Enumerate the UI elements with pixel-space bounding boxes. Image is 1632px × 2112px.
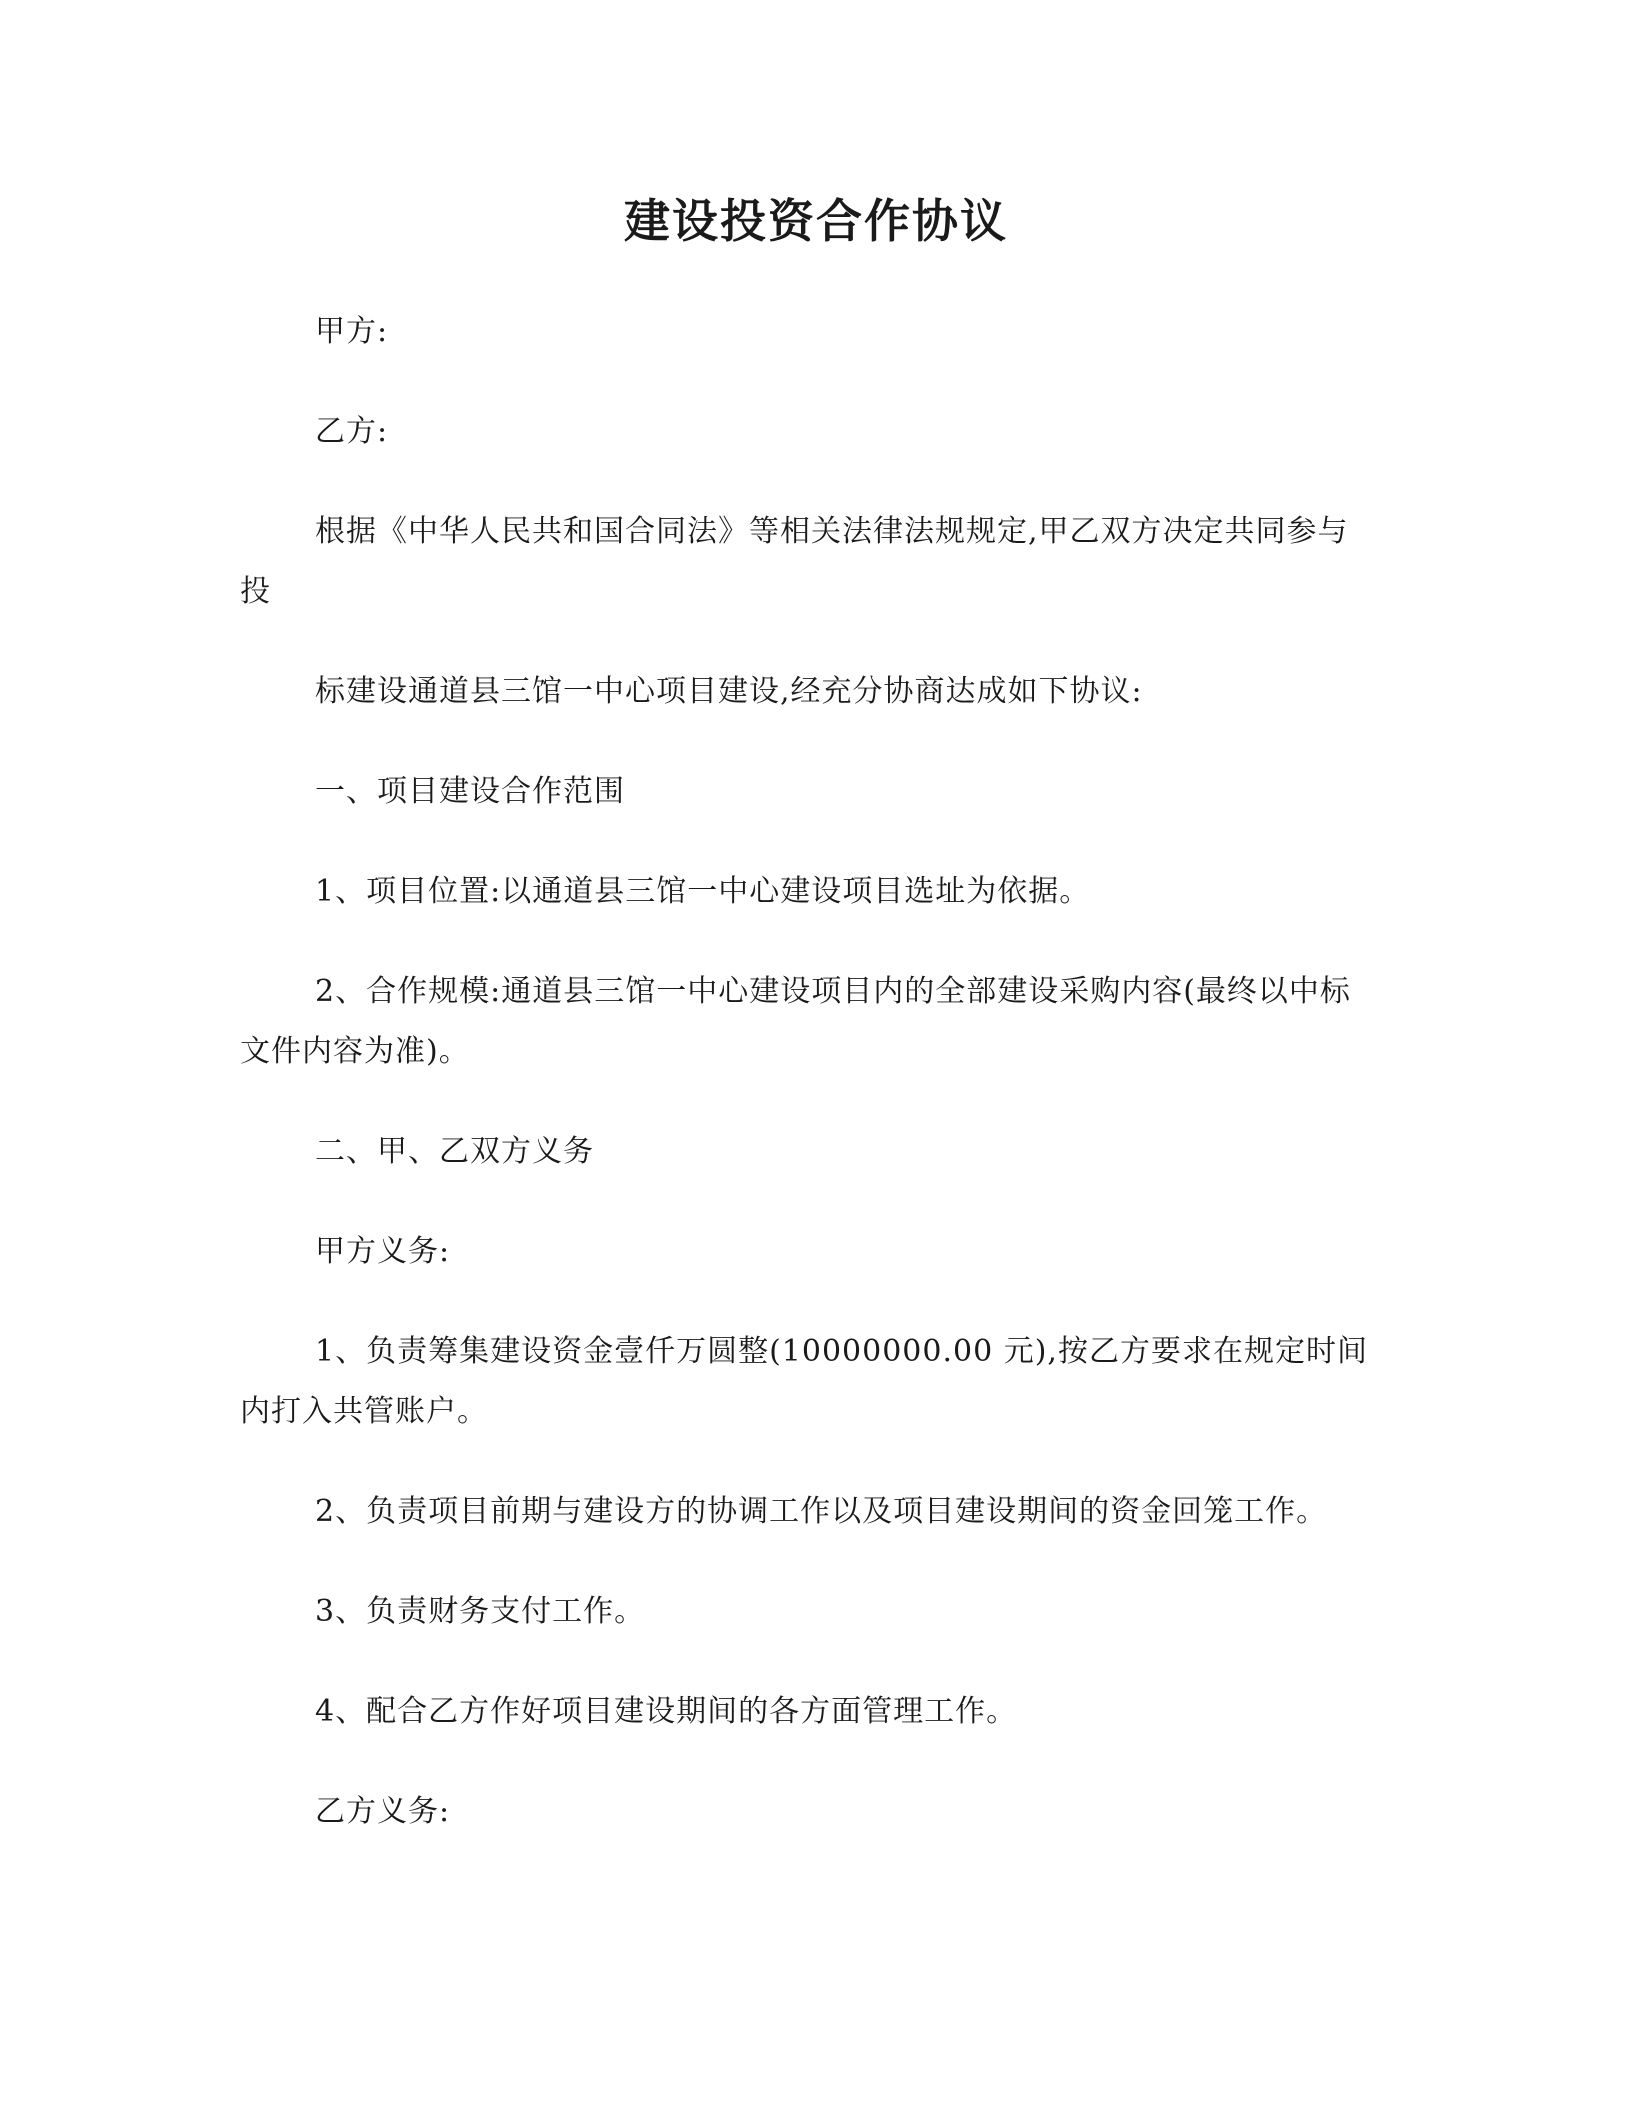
section-1-item-2-line-1: 2、合作规模:通道县三馆一中心建设项目内的全部建设采购内容(最终以中标 [315,974,1351,1009]
preamble-line-3: 标建设通道县三馆一中心项目建设,经充分协商达成如下协议: [315,674,1143,709]
party-b-duties-label: 乙方义务: [315,1794,451,1829]
section-1-heading: 一、项目建设合作范围 [315,774,625,809]
party-a-duty-2: 2、负责项目前期与建设方的协调工作以及项目建设期间的资金回笼工作。 [315,1494,1328,1529]
preamble-line-1: 根据《中华人民共和国合同法》等相关法律法规规定,甲乙双方决定共同参与 [315,514,1349,549]
party-a-label: 甲方: [315,314,389,349]
section-2-heading: 二、甲、乙双方义务 [315,1134,594,1169]
section-1-item-2-line-2: 文件内容为准)。 [240,1034,470,1069]
party-a-duty-1-line-2: 内打入共管账户。 [240,1394,488,1429]
section-1-item-1: 1、项目位置:以通道县三馆一中心建设项目选址为依据。 [315,874,1091,909]
document-title: 建设投资合作协议 [624,194,1008,248]
party-a-duty-1-line-1: 1、负责筹集建设资金壹仟万圆整(10000000.00 元),按乙方要求在规定时间 [315,1334,1368,1369]
party-a-duty-3: 3、负责财务支付工作。 [315,1594,646,1629]
party-a-duty-4: 4、配合乙方作好项目建设期间的各方面管理工作。 [315,1694,1018,1729]
party-a-duties-label: 甲方义务: [315,1234,451,1269]
preamble-line-2: 投 [240,574,271,609]
party-b-label: 乙方: [315,414,389,449]
